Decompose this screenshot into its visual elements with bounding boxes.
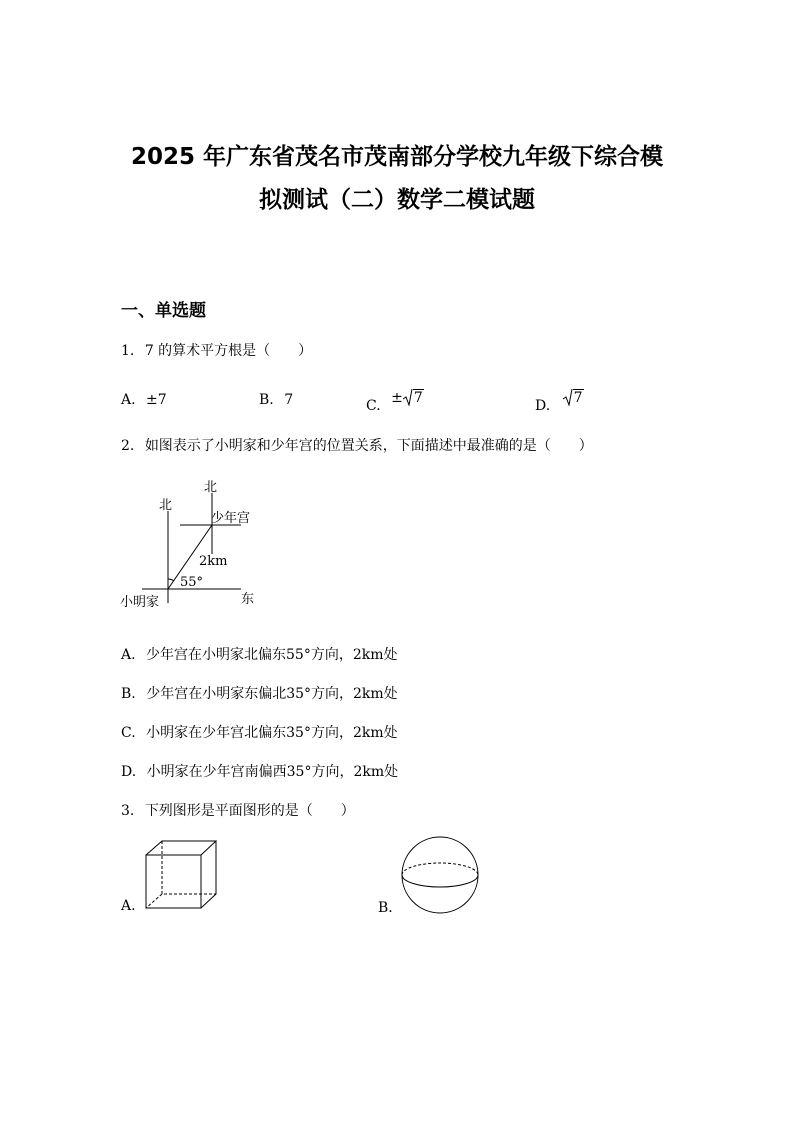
plus-minus-sign: ± xyxy=(391,390,403,406)
page-title-line-2: 拟测试（二）数学二模试题 xyxy=(259,187,535,213)
question-number: 2. xyxy=(121,438,135,454)
q2-option-b xyxy=(121,687,398,701)
option-label: A. xyxy=(121,392,136,408)
question-1 xyxy=(121,344,312,358)
q2-option-a xyxy=(121,648,398,662)
east-label: 东 xyxy=(241,592,255,607)
option-label: B. xyxy=(259,392,274,408)
option-label: D. xyxy=(535,398,551,414)
option-label: C. xyxy=(366,398,381,414)
radical-expression xyxy=(391,390,424,406)
question-number: 1. xyxy=(121,343,135,359)
q2-option-c xyxy=(121,726,398,740)
option-label: B. xyxy=(121,686,136,702)
option-label: A. xyxy=(121,647,136,663)
q3-option-a xyxy=(121,899,136,913)
distance-label: 2km xyxy=(199,554,228,569)
q1-option-c xyxy=(366,390,424,414)
option-label: D. xyxy=(121,764,137,780)
question-stem: 7 的算术平方根是（ ） xyxy=(144,343,313,359)
option-label: B. xyxy=(378,900,393,916)
question-stem: 如图表示了小明家和少年宫的位置关系，下面描述中最准确的是（ ） xyxy=(144,438,593,454)
position-diagram xyxy=(115,478,265,613)
angle-label: 55° xyxy=(180,575,204,590)
option-text: 小明家在少年宫北偏东35°方向，2km处 xyxy=(146,725,398,741)
sqrt-icon xyxy=(403,388,413,406)
north-label-left: 北 xyxy=(159,498,173,513)
north-label-right: 北 xyxy=(204,480,218,495)
sphere-figure xyxy=(398,833,482,917)
angle-arc xyxy=(168,579,174,581)
option-text: ±7 xyxy=(146,392,167,408)
question-stem: 下列图形是平面图形的是（ ） xyxy=(144,803,355,819)
home-label: 小明家 xyxy=(120,595,160,610)
question-3 xyxy=(121,804,355,818)
palace-label: 少年宫 xyxy=(211,511,251,526)
question-2 xyxy=(121,439,593,453)
radicand: 7 xyxy=(413,390,423,406)
option-text: 少年宫在小明家北偏东55°方向，2km处 xyxy=(146,647,398,663)
radical-expression xyxy=(563,390,584,406)
sqrt-icon xyxy=(563,388,573,406)
option-text: 少年宫在小明家东偏北35°方向，2km处 xyxy=(146,686,398,702)
q3-option-b xyxy=(378,901,393,915)
cube-figure xyxy=(140,838,220,913)
radicand: 7 xyxy=(573,390,583,406)
q1-option-b xyxy=(259,393,293,407)
option-text: 小明家在少年宫南偏西35°方向，2km处 xyxy=(146,764,399,780)
page-title-line-1: 2025 年广东省茂名市茂南部分学校九年级下综合模 xyxy=(130,144,664,170)
section-heading: 一、单选题 xyxy=(121,301,206,321)
option-label: C. xyxy=(121,725,136,741)
q1-option-a xyxy=(121,393,167,407)
question-number: 3. xyxy=(121,803,135,819)
option-label: A. xyxy=(121,898,136,914)
q2-option-d xyxy=(121,765,398,779)
option-text: 7 xyxy=(284,392,294,408)
q1-option-d xyxy=(535,390,584,414)
